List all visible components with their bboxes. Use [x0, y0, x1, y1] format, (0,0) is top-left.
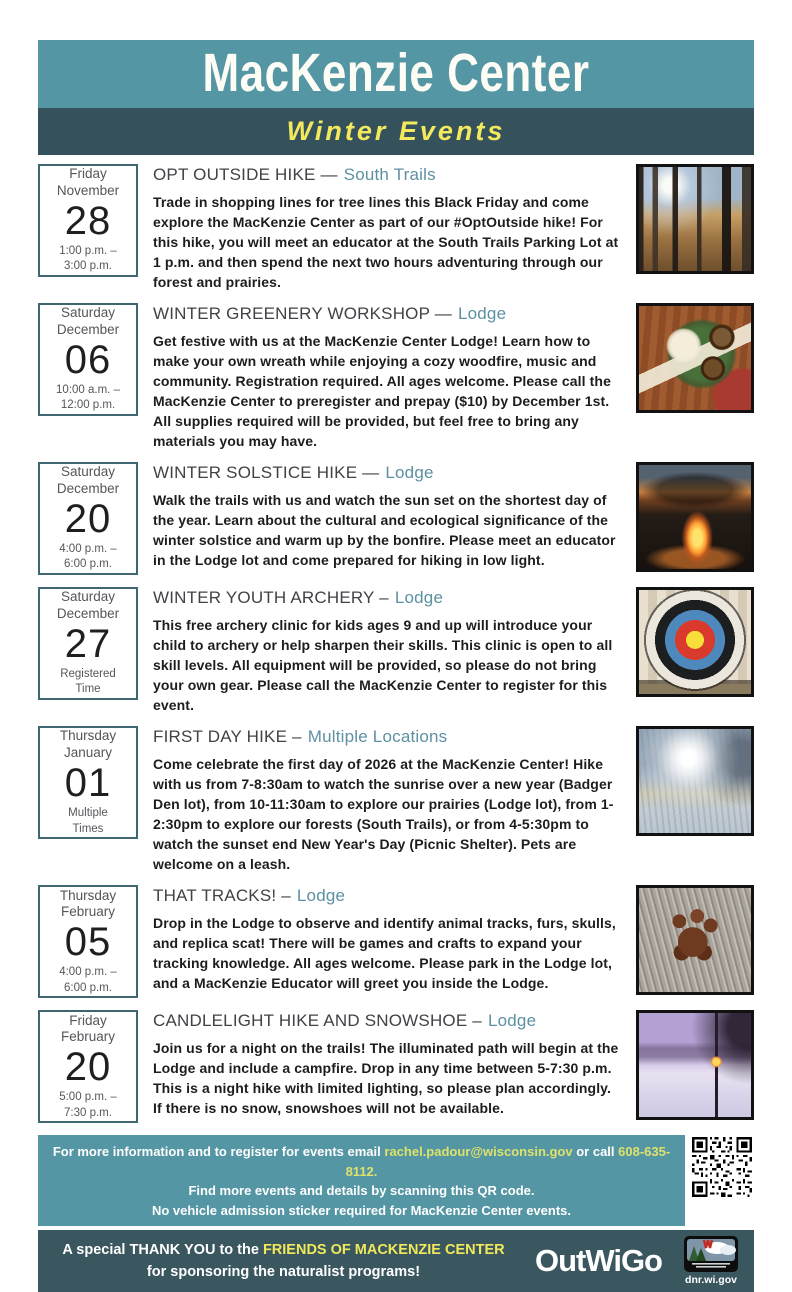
event-day-number: 28	[64, 198, 112, 243]
info-contact-middle: or call	[572, 1144, 619, 1160]
event-weekday: Friday	[69, 166, 107, 182]
event-time-line1: 1:00 p.m. –	[59, 244, 117, 257]
event-weekday: Saturday	[60, 589, 116, 605]
event-day-number: 05	[64, 920, 112, 965]
event-weekday: Saturday	[60, 305, 116, 321]
event-day-number: 27	[64, 622, 112, 667]
event-title: WINTER SOLSTICE HIKE —	[153, 463, 380, 483]
event-month: February	[60, 904, 116, 920]
event-time-line2: 7:30 p.m.	[64, 1106, 112, 1119]
event-title: CANDLELIGHT HIKE AND SNOWSHOE –	[153, 1011, 482, 1031]
event-location: Lodge	[385, 463, 434, 483]
event-date-box	[38, 587, 138, 700]
event-month: November	[56, 183, 120, 199]
event-month: January	[63, 745, 113, 761]
event-date-box	[38, 726, 138, 839]
event-date-box	[38, 1010, 138, 1123]
event-location: Lodge	[457, 304, 507, 324]
info-contact-prefix: For more information and to register for events email	[52, 1144, 385, 1160]
contact-email-link[interactable]: rachel.padour@wisconsin.gov	[384, 1144, 573, 1160]
info-line-contact	[52, 1142, 671, 1181]
event-description: Drop in the Lodge to observe and identify animal tracks, furs, skulls, and replica scat! There will be games and crafts to expand your tracking knowledge. All ages welcome. Please park in the Lodge lot, and a MacKenzie Educator will greet you inside the Lodge.	[153, 915, 616, 992]
flyer-footer	[38, 1135, 754, 1292]
event-location: South Trails	[343, 165, 436, 184]
event-month: December	[56, 322, 120, 338]
event-photo-paw-print	[636, 885, 754, 995]
sponsor-message	[50, 1239, 517, 1284]
sponsor-prefix: A special THANK YOU to the	[62, 1241, 263, 1258]
event-row	[38, 303, 754, 451]
event-row	[38, 462, 754, 576]
event-photo-wreath	[636, 303, 754, 413]
event-description: Trade in shopping lines for tree lines this Black Friday and come explore the MacKenzie Center as part of our #OptOutside hike! For this hike, you will meet an educator at the South Trails Parking Lot at 1 p.m. and then spend the next two hours adventuring through our forest and prairies.	[153, 194, 619, 291]
event-date-box	[38, 462, 138, 575]
event-description: Walk the trails with us and watch the sun set on the shortest day of the year. Learn about the cultural and ecological significance of the winter solstice and warm up by the bonfire. Please meet an educator in the Lodge lot and come prepared for hiking in low light.	[153, 492, 616, 569]
event-photo-winter-prairie	[636, 726, 754, 836]
event-text	[153, 164, 621, 292]
event-time-line2: Time	[75, 683, 101, 696]
event-title: WINTER GREENERY WORKSHOP —	[153, 304, 452, 324]
page-subtitle: Winter Events	[286, 116, 506, 146]
event-day-number: 01	[64, 761, 112, 806]
header-banner	[38, 40, 754, 108]
event-description: Come celebrate the first day of 2026 at the MacKenzie Center! Hike with us from 7-8:30am to watch the sunrise over a new year (Badger Den lot), from 10-11:30am to explore our prairies (Lodge lot), from 1-2:30pm to explore our forests (South Trails), or from 4-5:30pm to watch the sunset end New Year's Day (Picnic Shelter). Pets are welcome on a leash.	[153, 756, 614, 873]
event-date-box	[38, 885, 138, 998]
info-line-admission: No vehicle admission sticker required for MacKenzie Center events.	[151, 1202, 572, 1218]
event-time-line2: 12:00 p.m.	[60, 399, 116, 412]
event-title: THAT TRACKS! –	[153, 886, 291, 906]
event-location: Lodge	[394, 588, 444, 608]
event-location: Lodge	[296, 886, 346, 906]
event-date-box	[38, 303, 138, 416]
event-time-line2: 3:00 p.m.	[64, 260, 112, 273]
flyer-header	[38, 40, 754, 155]
event-text	[153, 587, 621, 715]
event-time-line1: 4:00 p.m. –	[59, 542, 117, 555]
sponsor-bar	[38, 1230, 754, 1292]
event-title: OPT OUTSIDE HIKE —	[153, 165, 338, 184]
event-day-number: 20	[64, 1045, 112, 1090]
event-photo-bonfire	[636, 462, 754, 572]
event-time-line2: 6:00 p.m.	[64, 981, 112, 994]
event-description: Get festive with us at the MacKenzie Center Lodge! Learn how to make your own wreath while enjoying a cozy woodfire, music and community. Registration required. All ages welcome. Please call the MacKenzie Center to preregister and prepay ($10) by December 1st. All supplies required will be provided, but feel free to bring any materials you may have.	[153, 333, 611, 450]
event-month: December	[56, 481, 120, 497]
event-text	[153, 303, 621, 451]
event-day-number: 06	[64, 338, 112, 383]
event-description: Join us for a night on the trails! The illuminated path will begin at the Lodge and include a campfire. Drop in any time between 5-7:30 p.m. This is a night hike with limited lighting, so please plan accordingly. If there is no snow, snowshoes will not be available.	[153, 1040, 619, 1117]
subtitle-banner	[38, 108, 754, 155]
dnr-logo	[680, 1236, 742, 1286]
event-weekday: Friday	[69, 1012, 107, 1028]
event-row	[38, 164, 754, 292]
event-text	[153, 1010, 621, 1124]
sponsor-highlight: FRIENDS OF MACKENZIE CENTER	[262, 1241, 505, 1258]
event-time-line1: 10:00 a.m. –	[56, 383, 120, 396]
event-row	[38, 587, 754, 715]
event-time-line1: Multiple	[68, 807, 108, 820]
event-location: Lodge	[487, 1011, 537, 1031]
page-title: MacKenzie Center	[202, 43, 590, 104]
event-photo-forest-trail	[636, 164, 754, 274]
event-time-line2: 6:00 p.m.	[64, 558, 112, 571]
qr-code	[690, 1135, 754, 1199]
event-text	[153, 885, 621, 999]
event-row	[38, 1010, 754, 1124]
event-time-line1: Registered	[60, 667, 116, 680]
outwigo-logo: OutWiGo	[534, 1243, 662, 1279]
event-location: Multiple Locations	[307, 727, 448, 747]
dnr-url: dnr.wi.gov	[685, 1274, 737, 1287]
event-month: February	[60, 1029, 116, 1045]
event-time-line1: 5:00 p.m. –	[59, 1091, 117, 1104]
event-weekday: Thursday	[59, 887, 117, 903]
event-description: This free archery clinic for kids ages 9 and up will introduce your child to archery or help sharpen their skills. This clinic is open to all skill levels. All equipment will be provided, so please do not bring your own gear. Please call the MacKenzie Center to register for this event.	[153, 617, 613, 714]
event-text	[153, 726, 621, 874]
event-title: WINTER YOUTH ARCHERY –	[153, 588, 389, 608]
event-row	[38, 885, 754, 999]
event-row	[38, 726, 754, 874]
event-weekday: Thursday	[59, 728, 117, 744]
event-time-line1: 4:00 p.m. –	[59, 966, 117, 979]
contact-phone-link[interactable]: 608-635-8112.	[345, 1144, 671, 1179]
event-photo-snowy-dusk	[636, 1010, 754, 1120]
event-day-number: 20	[64, 497, 112, 542]
event-text	[153, 462, 621, 576]
event-list	[38, 164, 754, 1124]
event-time-line2: Times	[72, 822, 104, 835]
dnr-logo-icon	[684, 1236, 738, 1272]
event-photo-archery-target	[636, 587, 754, 697]
event-date-box	[38, 164, 138, 277]
event-month: December	[56, 606, 120, 622]
event-title: FIRST DAY HIKE –	[153, 727, 302, 747]
sponsor-suffix: for sponsoring the naturalist programs!	[146, 1264, 421, 1281]
info-line-qr: Find more events and details by scanning this QR code.	[188, 1183, 535, 1199]
event-weekday: Saturday	[60, 464, 116, 480]
info-bar	[38, 1135, 685, 1226]
